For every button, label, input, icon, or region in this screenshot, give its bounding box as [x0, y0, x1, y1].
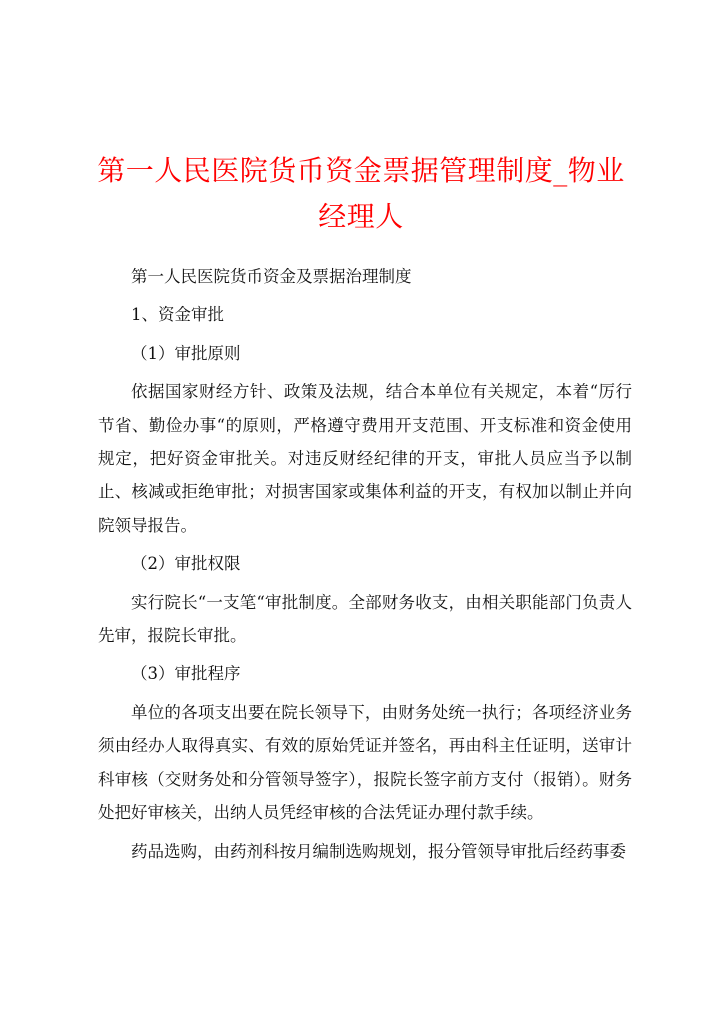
- paragraph-subheading: （1）审批原则: [131, 343, 241, 363]
- paragraph-body: 依据国家财经方针、政策及法规，结合本单位有关规定，本着“厉行节省、勤俭办事“的原则，严格遵守费用开支范围、开支标准和资金使用规定，把好资金审批关。对违反财经纪律的开支，审批人员应当予以制止、核减或拒绝审批；对损害国家或集体利益的开支，有权加以制止并向院领导报告。: [98, 382, 632, 535]
- paragraph-subtitle: 第一人民医院货币资金及票据治理制度: [131, 267, 412, 286]
- document-body: [98, 260, 632, 868]
- paragraph-body: 单位的各项支出要在院长领导下，由财务处统一执行；各项经济业务须由经办人取得真实、有效的原始凭证并签名，再由科主任证明，送审计科审核（交财务处和分管领导签字），报院长签字前方支付（报销）。财务处把好审核关，出纳人员凭经审核的合法凭证办理付款手续。: [98, 702, 632, 823]
- paragraph-section-heading: 1、资金审批: [131, 305, 224, 325]
- paragraph-subheading: （3）审批程序: [131, 664, 241, 684]
- document-title: 第一人民医院货币资金票据管理制度_物业经理人: [97, 154, 625, 233]
- paragraph-body: 实行院长“一支笔“审批制度。全部财务收支，由相关职能部门负责人先审，报院长审批。: [98, 592, 632, 646]
- paragraph-body: 药品选购，由药剂科按月编制选购规划，报分管领导审批后经药事委: [131, 841, 626, 861]
- paragraph-subheading: （2）审批权限: [131, 554, 241, 574]
